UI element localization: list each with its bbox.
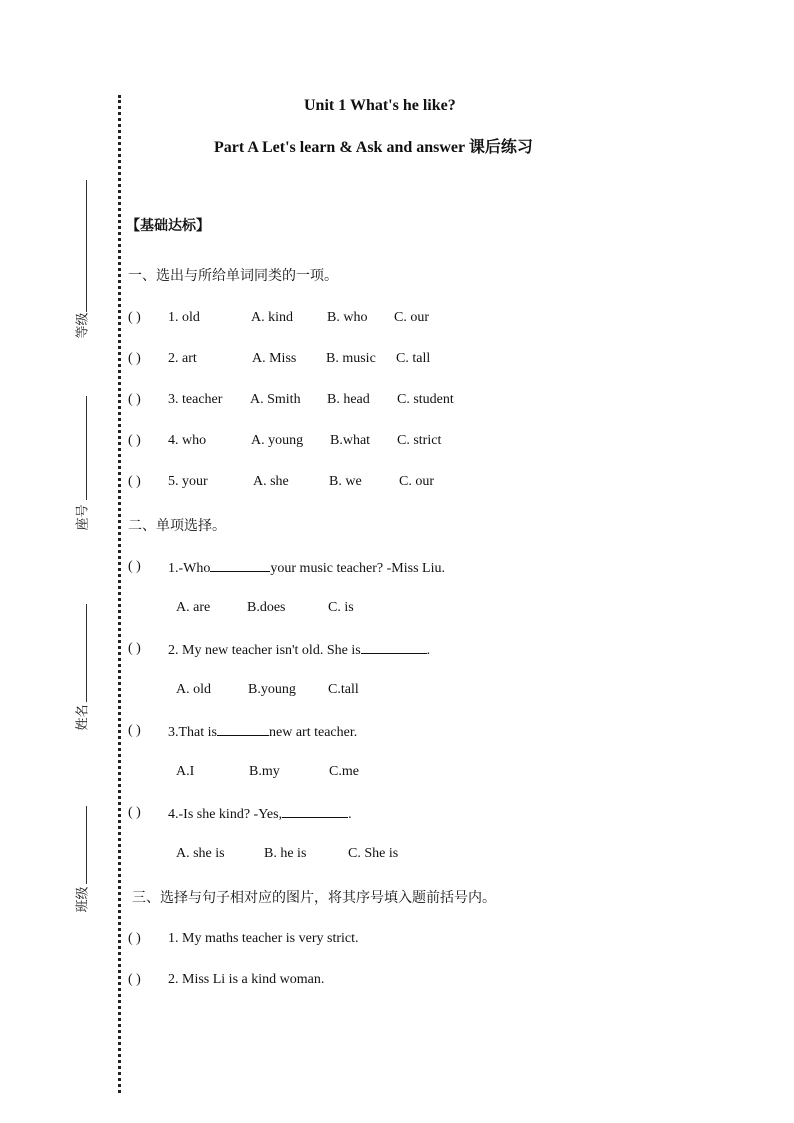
answer-paren[interactable]: ( ): [128, 351, 141, 366]
name-label: 姓名: [75, 704, 91, 731]
answer-paren[interactable]: ( ): [128, 559, 141, 574]
option-b: B.does: [247, 600, 286, 615]
answer-paren[interactable]: ( ): [128, 723, 141, 738]
answer-paren[interactable]: ( ): [128, 310, 141, 325]
page-subtitle: Part A Let's learn & Ask and answer 课后练习: [214, 139, 533, 156]
class-line: [86, 806, 87, 884]
option-a: A. she: [253, 474, 289, 489]
option-a: A.I: [176, 764, 195, 779]
answer-paren[interactable]: ( ): [128, 474, 141, 489]
option-b: B.young: [248, 682, 296, 697]
question-word: 2. art: [168, 351, 197, 366]
section1-heading: 一、选出与所给单词同类的一项。: [128, 268, 338, 284]
question-word: 1. old: [168, 310, 200, 325]
option-a: A. Miss: [252, 351, 297, 366]
option-c: C. student: [397, 392, 454, 407]
section3-heading: 三、选择与句子相对应的图片，将其序号填入题前括号内。: [132, 890, 496, 906]
answer-paren[interactable]: ( ): [128, 433, 141, 448]
answer-paren[interactable]: ( ): [128, 931, 141, 946]
option-b: B. music: [326, 351, 376, 366]
option-b: B. head: [327, 392, 370, 407]
section2-heading: 二、单项选择。: [128, 518, 226, 534]
binding-dotted-line: [118, 95, 121, 1093]
question-text: [168, 559, 445, 577]
question-text-before: 2. My new teacher isn't old. She is: [168, 643, 361, 658]
option-a: A. old: [176, 682, 211, 697]
question-word: 4. who: [168, 433, 207, 448]
option-c: C. She is: [348, 846, 399, 861]
grade-label: 等级: [75, 312, 91, 339]
question-text-after: your music teacher? -Miss Liu.: [270, 561, 445, 576]
class-label: 班级: [75, 886, 91, 913]
option-b: B. we: [329, 474, 362, 489]
answer-blank[interactable]: [282, 805, 348, 818]
question-text-before: 4.-Is she kind? -Yes,: [168, 807, 283, 822]
answer-paren[interactable]: ( ): [128, 805, 141, 820]
option-a: A. young: [251, 433, 304, 448]
sentence-text: 1. My maths teacher is very strict.: [168, 931, 359, 946]
option-b: B.my: [249, 764, 280, 779]
answer-paren[interactable]: ( ): [128, 972, 141, 987]
seat-number-label: 座号: [75, 504, 91, 531]
question-text: [168, 723, 357, 741]
option-b: B.what: [330, 433, 371, 448]
seat-number-line: [86, 396, 87, 500]
answer-blank[interactable]: [210, 559, 270, 572]
sentence-text: 2. Miss Li is a kind woman.: [168, 972, 325, 987]
option-c: C.tall: [328, 682, 359, 697]
answer-paren[interactable]: ( ): [128, 392, 141, 407]
page-title: Unit 1 What's he like?: [304, 97, 456, 114]
level-tag: 【基础达标】: [126, 218, 210, 234]
option-c: C.me: [329, 764, 359, 779]
option-c: C. strict: [397, 433, 442, 448]
answer-blank[interactable]: [217, 723, 269, 736]
question-text-after: new art teacher.: [269, 725, 358, 740]
grade-line: [86, 180, 87, 312]
answer-paren[interactable]: ( ): [128, 641, 141, 656]
option-c: C. our: [399, 474, 434, 489]
question-text-after: .: [426, 643, 431, 658]
option-c: C. our: [394, 310, 429, 325]
option-a: A. Smith: [250, 392, 301, 407]
option-a: A. kind: [251, 310, 293, 325]
option-b: B. who: [327, 310, 368, 325]
option-c: C. tall: [396, 351, 431, 366]
question-text-before: 1.-Who: [168, 561, 211, 576]
option-a: A. are: [176, 600, 211, 615]
option-a: A. she is: [176, 846, 225, 861]
option-c: C. is: [328, 600, 354, 615]
question-word: 3. teacher: [168, 392, 223, 407]
question-text: [168, 805, 352, 823]
option-b: B. he is: [264, 846, 307, 861]
question-text: [168, 641, 430, 659]
answer-blank[interactable]: [361, 641, 427, 654]
question-text-before: 3.That is: [168, 725, 217, 740]
question-text-after: .: [348, 807, 352, 822]
question-word: 5. your: [168, 474, 208, 489]
name-line: [86, 604, 87, 702]
